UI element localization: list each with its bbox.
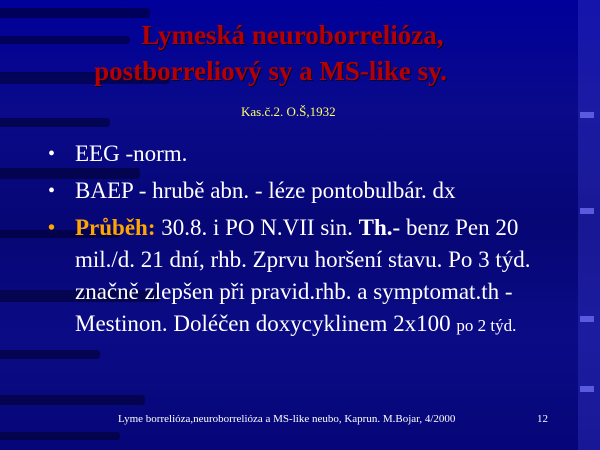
slide-title-line2: postborreliový sy a MS-like sy. (94, 56, 447, 86)
therapy-label: Th.- (358, 215, 401, 240)
bullet-dot: • (48, 217, 56, 239)
edge-mark (580, 316, 594, 322)
edge-mark (580, 386, 594, 392)
slide-title (30, 17, 555, 89)
bullet-list (46, 138, 566, 347)
course-text-tail: po 2 týd. (456, 316, 517, 335)
bg-stripe (0, 350, 100, 359)
bg-stripe (0, 118, 110, 127)
bg-stripe (0, 432, 120, 440)
bg-stripe (0, 395, 145, 405)
slide-title-line1: Lymeská neuroborrelióza, (141, 20, 444, 50)
case-reference: Kas.č.2. O.Š,1932 (241, 104, 336, 119)
edge-bar (578, 0, 600, 450)
bullet-dot: • (48, 143, 56, 165)
bullet-text: EEG -norm. (75, 141, 188, 166)
course-text: 30.8. i PO N.VII sin. (155, 215, 359, 240)
bullet-text: BAEP - hrubě abn. - léze pontobulbár. dx (75, 178, 456, 203)
page-number: 12 (537, 413, 548, 425)
course-label: Průběh: (75, 215, 156, 240)
bullet-item (46, 212, 566, 342)
bullet-item (46, 138, 566, 170)
bullet-dot: • (48, 180, 56, 202)
edge-mark (580, 208, 594, 214)
course-text-continued: benz Pen 20 mil./d. 21 dní, rhb. Zprvu horšení stavu. Po 3 týd. značně zlepšen při pravid.rhb. a symptomat.th -Mestinon. Doléčen doxycyklinem 2x100 (75, 215, 531, 336)
bullet-item (46, 175, 566, 207)
slide-footer: Lyme borrelióza,neuroborrelióza a MS-like neubo, Kaprun. M.Bojar, 4/2000 (118, 413, 456, 425)
edge-mark (580, 112, 594, 118)
